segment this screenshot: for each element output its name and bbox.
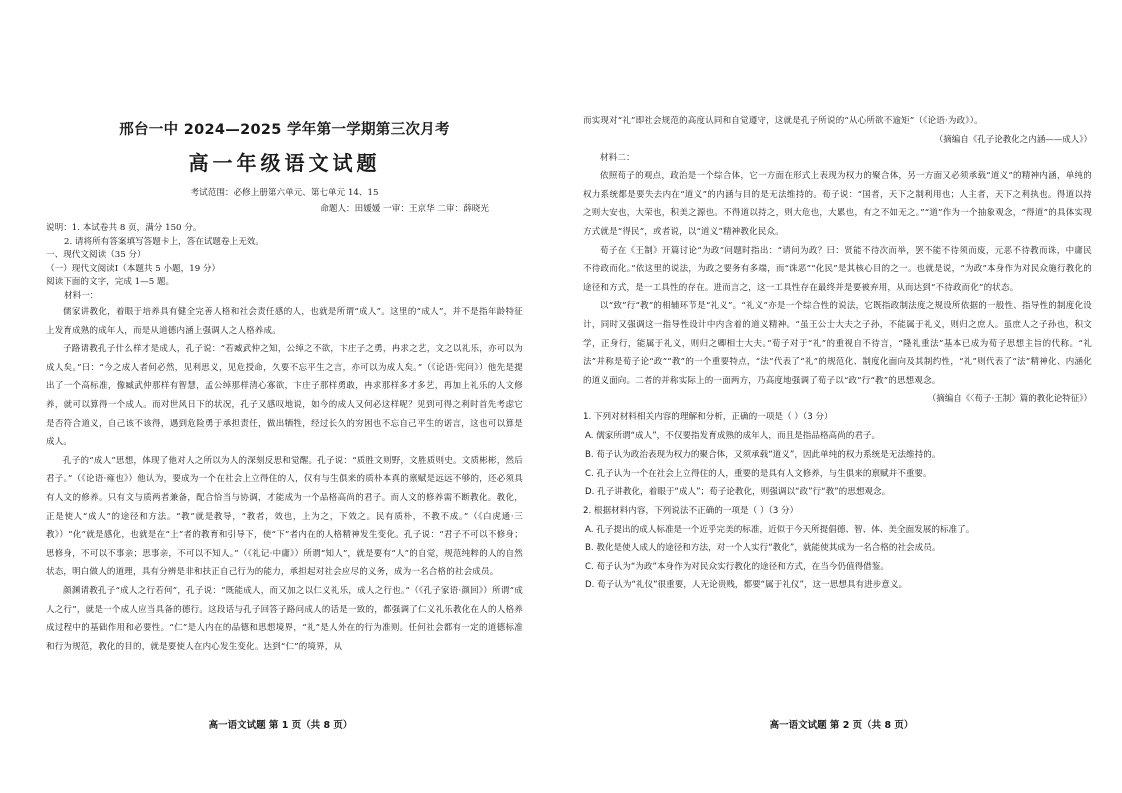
material-2-source: （摘编自《〈荀子·王制〉篇的教化论特征》） xyxy=(927,394,1092,405)
material-1-para-1: 儒家讲教化，着眼于培养具有健全完善人格和社会责任感的人，也就是所谓“成人”。这里的“成人”，并不是指年龄特征上发育成熟的成年人，而是从道德内涵上强调人之人格养成。 xyxy=(46,307,523,336)
question-1-option-a: A. 儒家所谓“成人”，不仅要指发育成熟的成年人，而且是指品格高尚的君子。 xyxy=(585,431,881,442)
note-2: 2. 请将所有答案填写答题卡上，答在试题卷上无效。 xyxy=(64,236,264,247)
question-2: 2. 根据材料内容，下列说法不正确的一项是（ ）（3 分） xyxy=(583,505,799,516)
material-1-source: （摘编自《孔子论教化之内涵——成人》） xyxy=(934,134,1092,145)
question-2-option-d: D. 荀子认为“礼仪”很重要，人无论贵贱，都要“属于礼仪”，这一思想具有进步意义。 xyxy=(585,580,908,591)
page-2 xyxy=(561,0,1122,793)
page-footer: 高一语文试题 第 2 页（共 8 页） xyxy=(769,720,914,731)
reading-instruction: 阅读下面的文字，完成 1—5 题。 xyxy=(46,277,175,287)
material-1-para-3: 孔子的“成人”思想，体现了他对人之所以为人的深刻反思和觉醒。孔子说：“质胜文则野，文胜质则史。文质彬彬，然后君子。”（《论语·雍也》）他认为，要成为一个在社会上立得住的人，仅有与生俱来的质朴本真的禀赋是远远不够的，还必须具有人文的修养。只有文与质两者兼备，配合恰当与协调，才能成为一个品格高尚的君子。而人文的修养需不断教化。教化，正是使人“成人”的途径和方法。“教”就是教导，“教者，效也，上为之，下效之。民有质朴，不教不成。”（《白虎通·三教》）“化”就是感化，也就是在“上”者的教育和引导下，使“下”者内在的人格精神发生变化。孔子说：“君子不可以不修身；思修身，不可以不事亲；思事亲，不可以不知人。”（《礼记·中庸》）所谓“知人”，就是要有“人”的自觉，规范纯粹的人的自然状态，明白做人的道理，具有分辨是非和扶正自己行为的能力，承担起对社会应尽的义务，成为一名合格的社会成员。 xyxy=(46,455,523,578)
question-1-option-b: B. 荀子认为政治表现为权力的聚合体，又须承载“道义”，因此单纯的权力系统是无法维持的。 xyxy=(585,449,941,460)
exam-scope: 考试范围：必修上册第六单元、第七单元 14、15 xyxy=(190,188,379,198)
question-2-option-b: B. 教化是使人成人的途径和方法，对一个人实行“教化”，就能使其成为一名合格的社会成员。 xyxy=(585,543,941,554)
material-1-label: 材料一： xyxy=(64,290,99,301)
question-1-option-d: D. 孔子讲教化，着眼于“成人”；荀子论教化，则强调以“政”行“教”的思想观念。 xyxy=(585,487,891,498)
question-2-option-a: A. 孔子提出的成人标准是一个近乎完美的标准，近似于今天所提倡德、智、体、美全面发展的标准了。 xyxy=(585,524,975,535)
material-1-para-continued: 而实现对“礼”即社会规范的高度认同和自觉遵守，这就是孔子所说的“从心所欲不逾矩”（《论语·为政》）。 xyxy=(583,116,983,126)
exam-subtitle: 高一年级语文试题 xyxy=(188,151,381,175)
exam-title: 邢台一中 2024—2025 学年第一学期第三次月考 xyxy=(119,122,450,138)
page-footer: 高一语文试题 第 1 页（共 8 页） xyxy=(208,720,353,731)
subsection-heading: （一）现代文阅读Ⅰ（本题共 5 小题，19 分） xyxy=(46,263,221,274)
material-2-para-2: 荀子在《王制》开篇讨论“为政”问题时指出：“请问为政？曰：贤能不待次而举，罢不能不待须而废，元恶不待教而诛，中庸民不待政而化。”依这里的说法，为政之要务有多端，而“诛恶”“化民”是其核心目的之一。也就是说，“为政”本身作为对民众施行教化的途径和方式，是一工具性的存在。进而言之，这一工具性存在最终并是要被弃用，从而达到“不待政而化”的状态。 xyxy=(583,245,1092,293)
material-1-para-4: 颜渊请教孔子“成人之行若何”，孔子说：“既能成人，而又加之以仁义礼乐，成人之行也。”（《孔子家语·颜回》）所谓“成人之行”，就是一个成人应当具备的德行。这段话与孔子回答子路问成人的话是一致的，都强调了仁义礼乐教化在人的人格养成过程中的基础作用和必要性。“仁”是人内在的品德和思想境界，“礼”是人外在的行为准则。任何社会都有一定的道德标准和行为规范，教化的目的，就是要使人在内心发生变化。达到“仁”的境界，从 xyxy=(46,585,523,652)
section-heading: 一、现代文阅读（35 分） xyxy=(46,250,146,260)
material-2-para-3: 以“致”行“教”的相辅环节是“礼义”。“礼义”亦是一个综合性的说法，它既指政制法度之规设所依据的一般性、指导性的制度化设计，同时又强调这一指导性设计中内含着的道义精神。“虽王公士大夫之子孙，不能属于礼义，则归之庶人。虽庶人之子孙也，积文学，正身行，能属于礼义，则归之卿相士大夫。”荀子对于“礼”的重视自不待言，“隆礼重法”基本已成为荀子思想主旨的代称。“礼法”并称是荀子论“政”“教”的一个重要特点，“法”代表了“礼”的规范化、制度化面向及其制约性，“礼”则代表了“法”精神化、内涵化的道义面向。二者的并称实际上的一面两方，乃高度地强调了荀子以“政”行“教”的思想观念。 xyxy=(583,301,1092,386)
note-1: 说明：1. 本试卷共 8 页，满分 150 分。 xyxy=(46,223,202,233)
exam-staff: 命题人：田媛媛 一审：王京华 二审：薛晓光 xyxy=(320,204,489,214)
material-2-label: 材料二： xyxy=(600,152,635,163)
question-1: 1. 下列对材料相关内容的理解和分析，正确的一项是（ ）（3 分） xyxy=(583,412,833,423)
question-2-option-c: C. 荀子认为“为政”本身作为对民众实行教化的途径和方式，在当今仍值得借鉴。 xyxy=(585,561,889,572)
material-2-para-1: 依照荀子的观点，政治是一个综合体，它一方面在形式上表现为权力的聚合体，另一方面又必须承载“道义”的精神内涵，单纯的权力系统都是要失去内在“道义”的内涵与目的是无法维持的。荀子说：“国者，天下之制利用也；人主者，天下之利执也。得道以持之则大安也，大荣也，积美之源也。不得道以持之，则大危也，大累也，有之不如无之。”“道”作为一个抽象观念，“得道”的具体实现方式就是“得民”，或者说，以“道义”精神教化民众。 xyxy=(583,171,1092,237)
material-1-para-2: 子路请教孔子什么样才是成人，孔子说：“若臧武仲之知，公绰之不欲，卞庄子之勇，冉求之艺，文之以礼乐，亦可以为成人矣。”曰：“今之成人者何必然，见利思义，见危授命，久要不忘平生之言，亦可以为成人矣。”（《论语·宪问》）他先是提出了一个高标准，像臧武仲那样有智慧，孟公绰那样清心寡欲，卞庄子那样勇敢，冉求那样多才多艺，再加上礼乐的人文修养，就可以算得一个成人。而对世风日下的状况，孔子又感叹地说，如今的成人又何必这样呢？见到可得之利时首先考虑它是否符合道义，自己该不该得，遇到危险勇于承担责任，做出牺牲，经过长久的穷困也不忘自己平生的诺言，这也可以算是成人。 xyxy=(46,344,523,448)
question-1-option-c: C. 孔子认为一个在社会上立得住的人，重要的是具有人文修养，与生俱来的禀赋并不重要。 xyxy=(585,468,932,479)
